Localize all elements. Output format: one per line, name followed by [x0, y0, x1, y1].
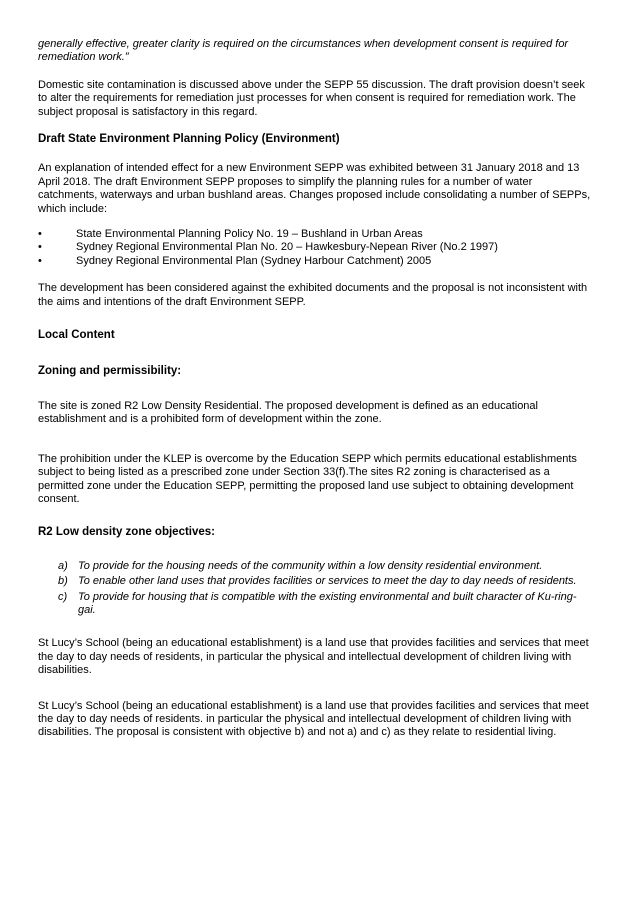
objective-letter: c): [58, 590, 68, 603]
bullet-marker: •: [38, 254, 42, 267]
considered-paragraph: The development has been considered against the exhibited documents and the proposal is not inconsistent with the aims and intentions of the draft Environment SEPP.: [38, 282, 588, 308]
list-item-text: Sydney Regional Environmental Plan (Sydney Harbour Catchment) 2005: [76, 254, 432, 267]
list-item: [38, 575, 594, 588]
local-content-heading: Local Content: [38, 329, 115, 342]
draft-sepp-heading: Draft State Environment Planning Policy (Environment): [38, 133, 340, 146]
draft-sepp-paragraph: An explanation of intended effect for a new Environment SEPP was exhibited between 31 January 2018 and 13 April 2018. The draft Environment SEPP proposes to simplify the planning rules for a number of water catchments, waterways and urban bushland areas. Changes proposed include consolidating a number of SEPPs, which include:: [38, 162, 591, 215]
r2-objectives-heading: R2 Low density zone objectives:: [38, 526, 216, 539]
objective-text: To provide for housing that is compatible with the existing environmental and built character of Ku-ring-gai.: [78, 590, 577, 616]
list-item: [38, 560, 594, 573]
objective-text: To provide for the housing needs of the community within a low density residential environment.: [78, 559, 543, 572]
st-lucy-paragraph-2: St Lucy’s School (being an educational establishment) is a land use that provides facilities and services that meet the day to day needs of residents. in particular the physical and intellectual development of children living with disabilities. The proposal is consistent with objective b) and not a) and c) as they relate to residential living.: [38, 699, 589, 739]
list-item-text: Sydney Regional Environmental Plan No. 20 – Hawkesbury-Nepean River (No.2 1997): [76, 241, 498, 254]
bullet-marker: •: [38, 228, 42, 241]
list-item-text: State Environmental Planning Policy No. 19 – Bushland in Urban Areas: [76, 228, 423, 241]
list-item: [38, 228, 594, 241]
objective-letter: b): [58, 575, 68, 588]
prohibition-paragraph: The prohibition under the KLEP is overcome by the Education SEPP which permits educational establishments subject to being listed as a prescribed zone under Section 33(f).The sites R2 zoning is characterised as a permitted zone under the Education SEPP, permitting the proposed land use subject to obtaining development consent.: [38, 452, 577, 505]
zoned-paragraph: The site is zoned R2 Low Density Residential. The proposed development is defined as an educational establishment and is a prohibited form of development within the zone.: [38, 399, 538, 426]
objective-letter: a): [58, 559, 68, 572]
list-item: [38, 591, 594, 618]
sepp-list: [38, 228, 594, 268]
bullet-marker: •: [38, 241, 42, 254]
objectives-list: [38, 560, 594, 618]
intro-quote: generally effective, greater clarity is required on the circumstances when development consent is required for remediation work.”: [38, 38, 569, 64]
zoning-heading: Zoning and permissibility:: [38, 364, 182, 377]
list-item: [38, 255, 594, 268]
objective-text: To enable other land uses that provides facilities or services to meet the day to day needs of residents.: [78, 575, 577, 588]
list-item: [38, 241, 594, 254]
st-lucy-paragraph-1: St Lucy’s School (being an educational establishment) is a land use that provides facilities and services that meet the day to day needs of residents, in particular the physical and intellectual development of children living with disabilities.: [38, 637, 589, 677]
domestic-contamination-paragraph: Domestic site contamination is discussed above under the SEPP 55 discussion. The draft provision doesn’t seek to alter the requirements for remediation just processes for when consent is required for remediation work. The subject proposal is satisfactory in this regard.: [38, 78, 585, 118]
